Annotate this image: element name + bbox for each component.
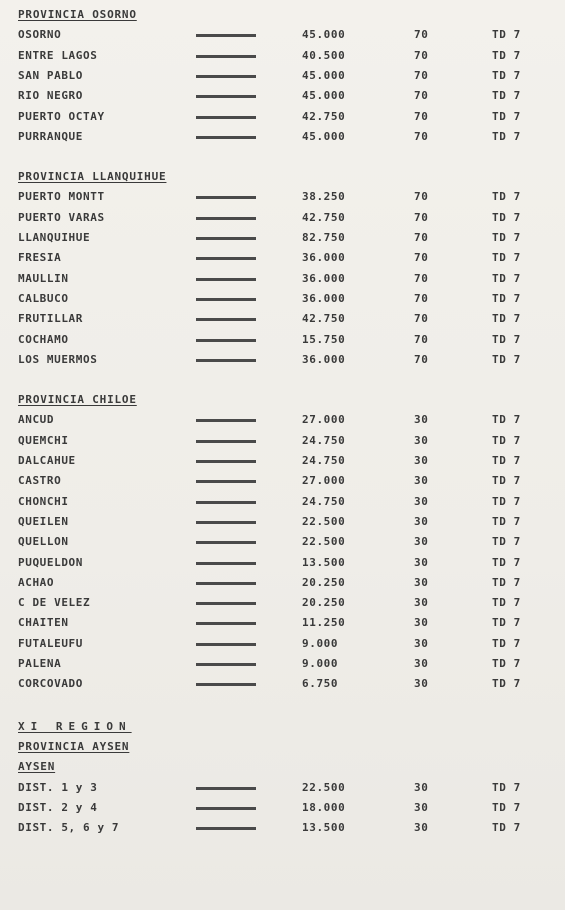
table-row xyxy=(0,248,565,268)
dash-separator xyxy=(196,521,256,524)
dash-separator xyxy=(196,419,256,422)
table-row xyxy=(0,127,565,147)
province-heading xyxy=(0,737,565,757)
table-row xyxy=(0,187,565,207)
code-value: TD 7 xyxy=(492,555,521,569)
dash-separator xyxy=(196,663,256,666)
code-value: TD 7 xyxy=(492,535,521,549)
locality-name: FUTALEUFU xyxy=(18,636,84,650)
quantity-value: 30 xyxy=(414,821,429,835)
amount-value: 22.500 xyxy=(302,780,346,794)
table-row xyxy=(0,613,565,633)
quantity-value: 30 xyxy=(414,596,429,610)
amount-value: 24.750 xyxy=(302,433,346,447)
locality-name: RIO NEGRO xyxy=(18,89,84,103)
amount-value: 45.000 xyxy=(302,68,346,82)
quantity-value: 70 xyxy=(414,28,429,42)
locality-name: FRUTILLAR xyxy=(18,312,84,326)
dash-separator xyxy=(196,55,256,58)
quantity-value: 30 xyxy=(414,555,429,569)
quantity-value: 30 xyxy=(414,616,429,630)
table-row xyxy=(0,471,565,491)
table-row xyxy=(0,208,565,228)
locality-name: DIST. 1 y 3 xyxy=(18,780,98,794)
table-row xyxy=(0,573,565,593)
dash-separator xyxy=(196,562,256,565)
dash-separator xyxy=(196,787,256,790)
code-value: TD 7 xyxy=(492,454,521,467)
quantity-value: 70 xyxy=(414,312,429,326)
table-row xyxy=(0,269,565,289)
code-value: TD 7 xyxy=(492,271,521,285)
amount-value: 22.500 xyxy=(302,514,346,528)
amount-value: 15.750 xyxy=(302,332,346,346)
quantity-value: 30 xyxy=(414,433,429,447)
quantity-value: 70 xyxy=(414,129,429,143)
table-row xyxy=(0,492,565,512)
code-value: TD 7 xyxy=(492,352,521,366)
table-row xyxy=(0,350,565,370)
code-value: TD 7 xyxy=(492,514,521,528)
quantity-value: 70 xyxy=(414,48,429,62)
amount-value: 45.000 xyxy=(302,89,346,103)
locality-name: DALCAHUE xyxy=(18,454,76,467)
table-row xyxy=(0,66,565,86)
table-row xyxy=(0,532,565,552)
subprovince-heading xyxy=(0,757,565,777)
locality-name: MAULLIN xyxy=(18,271,69,285)
dash-separator xyxy=(196,217,256,220)
quantity-value: 70 xyxy=(414,251,429,265)
locality-name: ANCUD xyxy=(18,413,55,427)
dash-separator xyxy=(196,34,256,37)
locality-name: CALBUCO xyxy=(18,291,69,305)
quantity-value: 30 xyxy=(414,780,429,794)
locality-name: CHONCHI xyxy=(18,494,69,508)
quantity-value: 70 xyxy=(414,332,429,346)
locality-name: DIST. 2 y 4 xyxy=(18,800,98,814)
dash-separator xyxy=(196,95,256,98)
locality-name: PUERTO OCTAY xyxy=(18,109,105,123)
code-value: TD 7 xyxy=(492,575,521,589)
amount-value: 20.250 xyxy=(302,575,346,589)
dash-separator xyxy=(196,196,256,199)
locality-name: CASTRO xyxy=(18,474,62,488)
dash-separator xyxy=(196,683,256,686)
quantity-value: 30 xyxy=(414,677,429,691)
region-heading xyxy=(0,717,565,737)
table-row xyxy=(0,46,565,66)
quantity-value: 30 xyxy=(414,800,429,814)
quantity-value: 70 xyxy=(414,109,429,123)
dash-separator xyxy=(196,643,256,646)
locality-name: LLANQUIHUE xyxy=(18,231,91,244)
table-row xyxy=(0,289,565,309)
amount-value: 27.000 xyxy=(302,413,346,427)
amount-value: 9.000 xyxy=(302,657,339,670)
locality-name: DIST. 5, 6 y 7 xyxy=(18,821,120,835)
code-value: TD 7 xyxy=(492,616,521,630)
table-row xyxy=(0,634,565,654)
amount-value: 27.000 xyxy=(302,474,346,488)
amount-value: 24.750 xyxy=(302,494,346,508)
amount-value: 11.250 xyxy=(302,616,346,630)
table-row xyxy=(0,228,565,248)
quantity-value: 30 xyxy=(414,454,429,467)
code-value: TD 7 xyxy=(492,433,521,447)
province-heading-text: PROVINCIA AYSEN xyxy=(18,739,130,753)
dash-separator xyxy=(196,582,256,585)
code-value: TD 7 xyxy=(492,89,521,103)
quantity-value: 70 xyxy=(414,271,429,285)
dash-separator xyxy=(196,440,256,443)
code-value: TD 7 xyxy=(492,677,521,691)
code-value: TD 7 xyxy=(492,190,521,204)
table-row xyxy=(0,593,565,613)
amount-value: 22.500 xyxy=(302,535,346,549)
section-heading xyxy=(0,167,565,187)
amount-value: 38.250 xyxy=(302,190,346,204)
locality-name: QUELLON xyxy=(18,535,69,549)
amount-value: 20.250 xyxy=(302,596,346,610)
amount-value: 45.000 xyxy=(302,28,346,42)
code-value: TD 7 xyxy=(492,332,521,346)
locality-name: ACHAO xyxy=(18,575,55,589)
quantity-value: 70 xyxy=(414,291,429,305)
table-row xyxy=(0,798,565,818)
dash-separator xyxy=(196,602,256,605)
locality-name: PALENA xyxy=(18,657,62,670)
locality-name: QUEMCHI xyxy=(18,433,69,447)
section-heading-text: PROVINCIA LLANQUIHUE xyxy=(18,170,167,184)
quantity-value: 30 xyxy=(414,494,429,508)
locality-name: OSORNO xyxy=(18,28,62,42)
dash-separator xyxy=(196,480,256,483)
quantity-value: 30 xyxy=(414,514,429,528)
quantity-value: 70 xyxy=(414,89,429,103)
amount-value: 40.500 xyxy=(302,48,346,62)
amount-value: 36.000 xyxy=(302,291,346,305)
code-value: TD 7 xyxy=(492,657,521,670)
amount-value: 45.000 xyxy=(302,129,346,143)
locality-name: PUERTO VARAS xyxy=(18,210,105,224)
code-value: TD 7 xyxy=(492,291,521,305)
locality-name: ENTRE LAGOS xyxy=(18,48,98,62)
code-value: TD 7 xyxy=(492,109,521,123)
quantity-value: 30 xyxy=(414,575,429,589)
code-value: TD 7 xyxy=(492,231,521,244)
dash-separator xyxy=(196,75,256,78)
quantity-value: 70 xyxy=(414,352,429,366)
code-value: TD 7 xyxy=(492,596,521,610)
amount-value: 42.750 xyxy=(302,210,346,224)
dash-separator xyxy=(196,298,256,301)
dash-separator xyxy=(196,116,256,119)
code-value: TD 7 xyxy=(492,68,521,82)
table-row xyxy=(0,431,565,451)
locality-name: CORCOVADO xyxy=(18,677,84,691)
table-row xyxy=(0,451,565,471)
section-heading-text: PROVINCIA OSORNO xyxy=(18,8,137,21)
table-row xyxy=(0,818,565,838)
code-value: TD 7 xyxy=(492,474,521,488)
table-row xyxy=(0,654,565,674)
section-heading xyxy=(0,5,565,25)
dash-separator xyxy=(196,339,256,342)
section-heading xyxy=(0,390,565,410)
locality-name: FRESIA xyxy=(18,251,62,265)
amount-value: 13.500 xyxy=(302,821,346,835)
code-value: TD 7 xyxy=(492,129,521,143)
code-value: TD 7 xyxy=(492,800,521,814)
table-row xyxy=(0,86,565,106)
dash-separator xyxy=(196,501,256,504)
amount-value: 18.000 xyxy=(302,800,346,814)
dash-separator xyxy=(196,460,256,463)
table-row xyxy=(0,309,565,329)
code-value: TD 7 xyxy=(492,494,521,508)
subprovince-heading-text: AYSEN xyxy=(18,760,56,774)
amount-value: 36.000 xyxy=(302,271,346,285)
code-value: TD 7 xyxy=(492,413,521,427)
quantity-value: 30 xyxy=(414,636,429,650)
table-row xyxy=(0,107,565,127)
dash-separator xyxy=(196,541,256,544)
amount-value: 36.000 xyxy=(302,251,346,265)
locality-name: C DE VELEZ xyxy=(18,596,91,610)
amount-value: 9.000 xyxy=(302,636,339,650)
amount-value: 36.000 xyxy=(302,352,346,366)
dash-separator xyxy=(196,622,256,625)
table-row xyxy=(0,674,565,694)
quantity-value: 30 xyxy=(414,413,429,427)
code-value: TD 7 xyxy=(492,821,521,835)
locality-name: QUEILEN xyxy=(18,514,69,528)
section-heading-text: PROVINCIA CHILOE xyxy=(18,393,137,407)
locality-name: PURRANQUE xyxy=(18,129,84,143)
code-value: TD 7 xyxy=(492,28,521,42)
locality-name: SAN PABLO xyxy=(18,68,84,82)
amount-value: 13.500 xyxy=(302,555,346,569)
quantity-value: 70 xyxy=(414,210,429,224)
locality-name: LOS MUERMOS xyxy=(18,352,98,366)
code-value: TD 7 xyxy=(492,636,521,650)
dash-separator xyxy=(196,807,256,810)
table-row xyxy=(0,330,565,350)
region-heading-text: XI REGION xyxy=(18,719,132,733)
dash-separator xyxy=(196,237,256,240)
dash-separator xyxy=(196,257,256,260)
code-value: TD 7 xyxy=(492,210,521,224)
quantity-value: 30 xyxy=(414,657,429,670)
dash-separator xyxy=(196,278,256,281)
table-row xyxy=(0,512,565,532)
quantity-value: 70 xyxy=(414,231,429,244)
amount-value: 42.750 xyxy=(302,312,346,326)
code-value: TD 7 xyxy=(492,780,521,794)
dash-separator xyxy=(196,827,256,830)
locality-name: CHAITEN xyxy=(18,616,69,630)
quantity-value: 30 xyxy=(414,535,429,549)
table-row xyxy=(0,553,565,573)
locality-name: PUQUELDON xyxy=(18,555,84,569)
code-value: TD 7 xyxy=(492,251,521,265)
amount-value: 82.750 xyxy=(302,231,346,244)
amount-value: 42.750 xyxy=(302,109,346,123)
table-row xyxy=(0,778,565,798)
table-row xyxy=(0,410,565,430)
code-value: TD 7 xyxy=(492,48,521,62)
code-value: TD 7 xyxy=(492,312,521,326)
dash-separator xyxy=(196,359,256,362)
quantity-value: 30 xyxy=(414,474,429,488)
dash-separator xyxy=(196,136,256,139)
quantity-value: 70 xyxy=(414,190,429,204)
locality-name: COCHAMO xyxy=(18,332,69,346)
dash-separator xyxy=(196,318,256,321)
amount-value: 6.750 xyxy=(302,677,339,691)
table-row xyxy=(0,25,565,45)
quantity-value: 70 xyxy=(414,68,429,82)
locality-name: PUERTO MONTT xyxy=(18,190,105,204)
amount-value: 24.750 xyxy=(302,454,346,467)
